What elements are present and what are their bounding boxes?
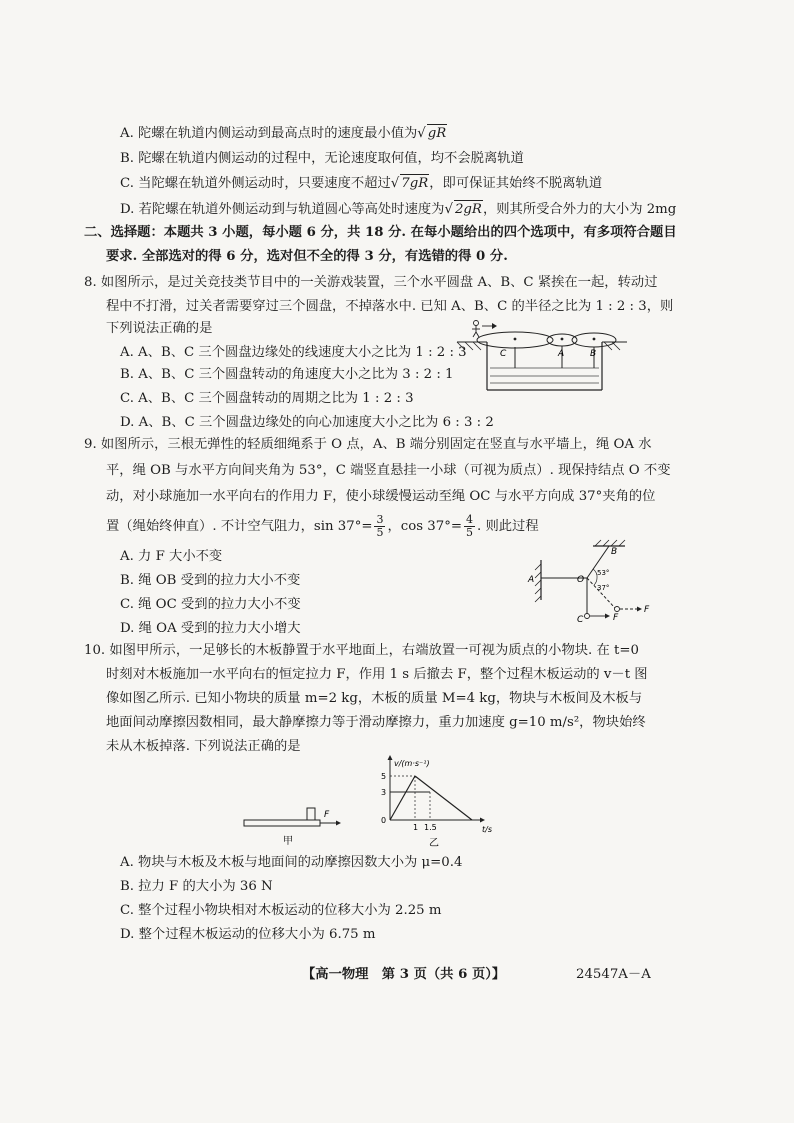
q10-fig-caption-yi: 乙 xyxy=(429,838,439,849)
q9-fig-label-f2: F xyxy=(644,605,650,615)
cos-fraction: $\frac{4}{5}$ xyxy=(466,513,473,539)
sin-fraction: $\frac{3}{5}$ xyxy=(376,513,384,539)
q9-option-a: A. 力 F 大小不变 xyxy=(120,549,223,564)
q10-fig-v-axis-label: v/(m·s⁻¹) xyxy=(394,759,430,768)
q10-figure-jia xyxy=(240,800,350,850)
q8-fig-label-a: A xyxy=(558,349,565,359)
q7-option-b: B. 陀螺在轨道内侧运动的过程中，无论速度取何值，均不会脱离轨道 xyxy=(120,151,524,166)
q9-fig-label-b: B xyxy=(611,547,618,557)
q9-fig-label-f1: F xyxy=(613,613,619,623)
q10-fig-tick-x15: 1.5 xyxy=(424,823,437,832)
q8-figure-discs xyxy=(452,318,632,400)
q7-option-d: D. 若陀螺在轨道外侧运动到与轨道圆心等高处时速度为√ 2gR，则其所受合外力的大小为 2mg xyxy=(120,202,677,217)
q9-figure-ropes xyxy=(525,538,665,638)
q9-stem-line2: 平，绳 OB 与水平方向间夹角为 53°，C 端竖直悬挂一小球（可视为质点）. 现保持结点 O 不变 xyxy=(106,463,671,478)
q8-stem-line1: 8. 如图所示，是过关竞技类节目中的一关游戏装置，三个水平圆盘 A、B、C 紧挨在一起，转动过 xyxy=(84,275,658,290)
q9-fig-label-c: C xyxy=(577,615,584,625)
q9-stem-line1: 9. 如图所示，三根无弹性的轻质细绳系于 O 点，A、B 端分别固定在竖直与水平墙上，绳 OA 水 xyxy=(84,437,652,452)
q10-option-b: B. 拉力 F 的大小为 36 N xyxy=(120,879,273,894)
q9-stem-line4: 置（绳始终伸直）. 不计空气阻力，sin 37°= $\frac{3}{5}$ ，cos 37°= $\frac{4}{5}$ . 则此过程 xyxy=(106,513,539,539)
q9-fig-angle-37: 37° xyxy=(597,584,610,592)
q10-fig-tick-y3: 3 xyxy=(381,788,387,797)
q8-stem-line2: 程中不打滑，过关者需要穿过三个圆盘，不掉落水中. 已知 A、B、C 的半径之比为 1 : 2 : 3，则 xyxy=(106,299,674,314)
page-footer-info: 【高一物理 第 3 页（共 6 页）】 xyxy=(302,967,506,982)
q10-stem-line3: 像如图乙所示. 已知小物块的质量 m=2 kg，木板的质量 M=4 kg，物块与木板间及木板与 xyxy=(106,691,643,706)
q10-stem-line5: 未从木板掉落. 下列说法正确的是 xyxy=(106,739,301,754)
q8-option-b: B. A、B、C 三个圆盘转动的角速度大小之比为 3 : 2 : 1 xyxy=(120,367,454,382)
q9-option-c: C. 绳 OC 受到的拉力大小不变 xyxy=(120,597,301,612)
q10-stem-line1: 10. 如图甲所示，一足够长的木板静置于水平地面上，右端放置一可视为质点的小物块. 在 t=0 xyxy=(84,643,639,658)
q8-fig-label-b: B xyxy=(590,349,597,359)
q9-fig-label-o: O xyxy=(577,575,585,585)
q10-figure-vt-graph xyxy=(370,758,510,858)
q10-option-c: C. 整个过程小物块相对木板运动的位移大小为 2.25 m xyxy=(120,903,442,918)
q7-option-a: A. 陀螺在轨道内侧运动到最高点时的速度最小值为√ gR xyxy=(120,126,447,141)
q9-option-d: D. 绳 OA 受到的拉力大小增大 xyxy=(120,621,301,636)
q10-fig-label-f: F xyxy=(324,810,330,820)
q10-stem-line4: 地面间动摩擦因数相同，最大静摩擦力等于滑动摩擦力，重力加速度 g=10 m/s²，物块始终 xyxy=(106,715,646,730)
q8-option-c: C. A、B、C 三个圆盘转动的周期之比为 1 : 2 : 3 xyxy=(120,391,414,406)
section-heading-line1: 二、选择题：本题共 3 小题，每小题 6 分，共 18 分. 在每小题给出的四个选项中，有多项符合题目 xyxy=(84,225,677,240)
q7-option-c: C. 当陀螺在轨道外侧运动时，只要速度不超过√ 7gR，即可保证其始终不脱离轨道 xyxy=(120,176,603,191)
q9-fig-label-a: A xyxy=(528,575,535,585)
q10-option-d: D. 整个过程木板运动的位移大小为 6.75 m xyxy=(120,927,376,942)
q10-option-a: A. 物块与木板及木板与地面间的动摩擦因数大小为 μ=0.4 xyxy=(120,855,463,870)
q9-stem-line3: 动，对小球施加一水平向右的作用力 F，使小球缓慢运动至绳 OC 与水平方向成 37°夹角的位 xyxy=(106,489,656,504)
q8-option-d: D. A、B、C 三个圆盘边缘处的向心加速度大小之比为 6 : 3 : 2 xyxy=(120,415,494,430)
q9-option-b: B. 绳 OB 受到的拉力大小不变 xyxy=(120,573,301,588)
page-footer-code: 24547A－A xyxy=(576,967,651,982)
q10-fig-tick-x1: 1 xyxy=(413,823,419,832)
q9-fig-angle-53: 53° xyxy=(597,569,610,577)
section-heading-line2: 要求. 全部选对的得 6 分，选对但不全的得 3 分，有选错的得 0 分. xyxy=(106,249,508,264)
q10-fig-tick-origin: 0 xyxy=(381,816,387,825)
q10-stem-line2: 时刻对木板施加一水平向右的恒定拉力 F，作用 1 s 后撤去 F，整个过程木板运动的 v－t 图 xyxy=(106,667,648,682)
q8-stem-line3: 下列说法正确的是 xyxy=(106,321,213,336)
q10-fig-caption-jia: 甲 xyxy=(283,836,293,847)
q8-option-a: A. A、B、C 三个圆盘边缘处的线速度大小之比为 1 : 2 : 3 xyxy=(120,345,467,360)
q10-fig-tick-y5: 5 xyxy=(381,772,387,781)
q8-fig-label-c: C xyxy=(500,349,507,359)
q10-fig-t-axis-label: t/s xyxy=(482,825,492,834)
